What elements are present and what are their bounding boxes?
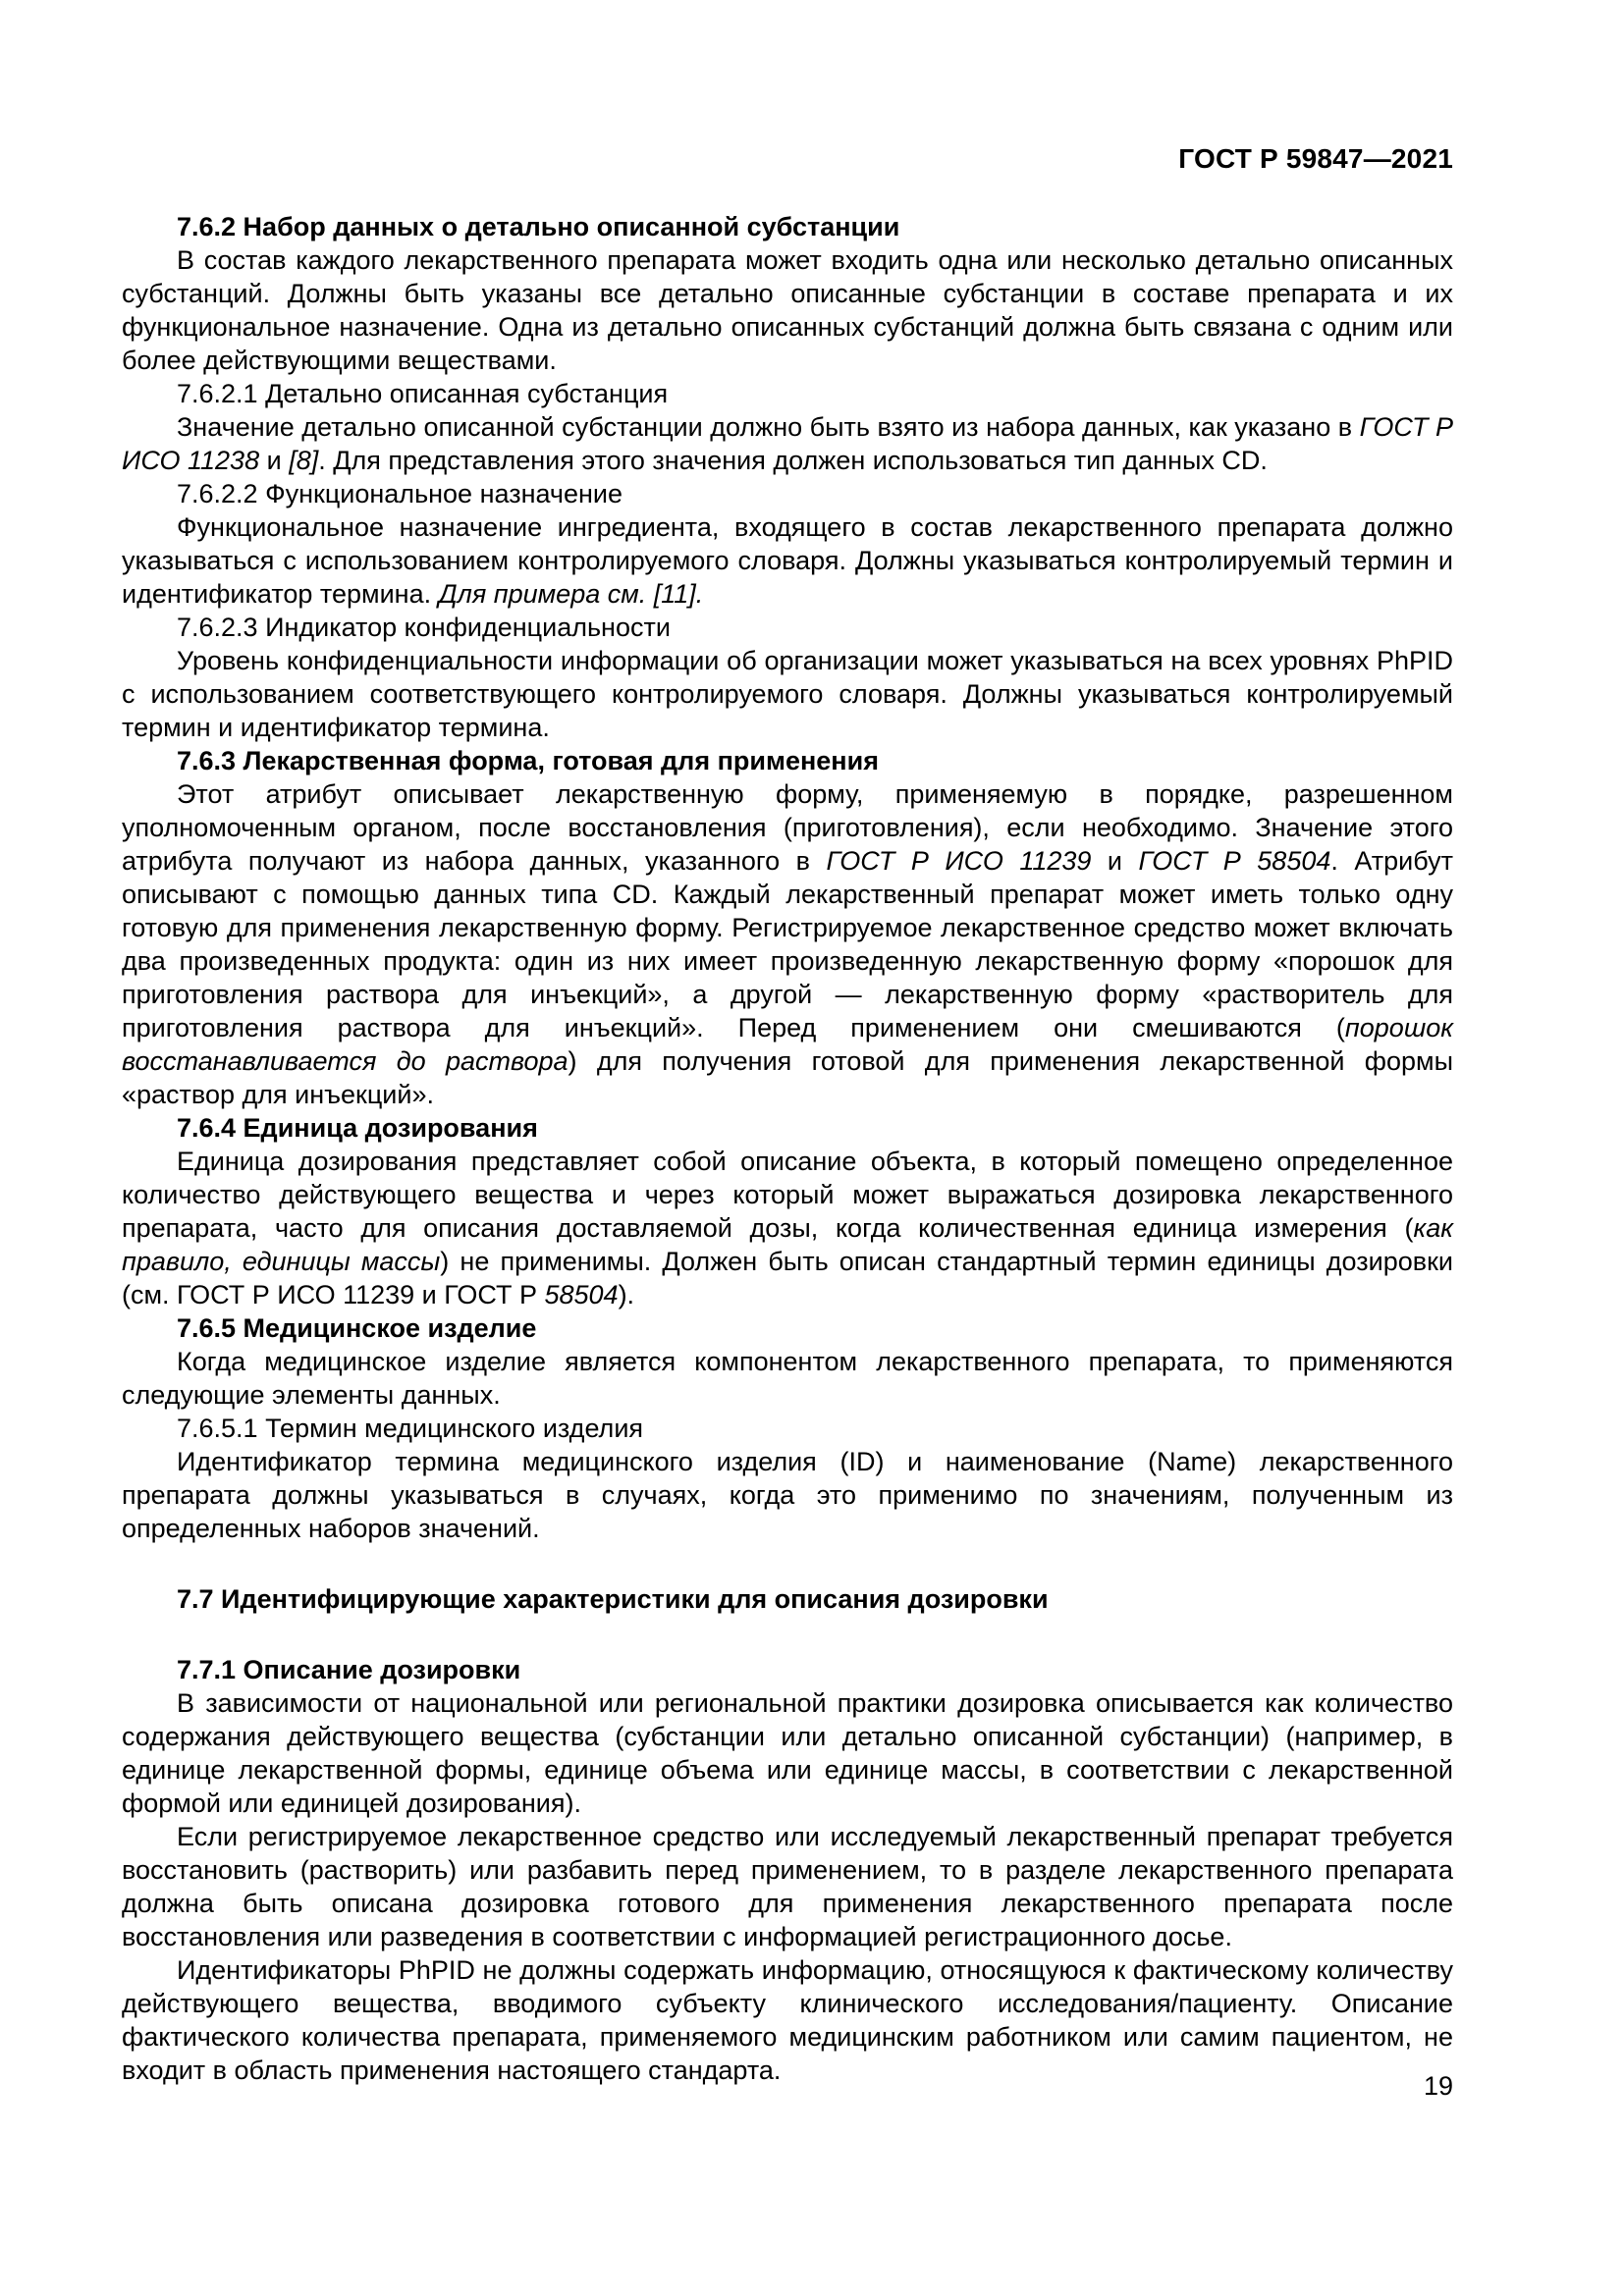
paragraph [122, 1820, 1453, 1953]
text-run: ГОСТ Р 58504 [1138, 846, 1331, 876]
text-run: Для примера см. [11]. [438, 579, 704, 609]
text-run: 7.6.5.1 Термин медицинского изделия [177, 1414, 644, 1443]
text-run: Уровень конфиденциальности информации об организации может указываться на всех уровнях PhPID с использованием соответствующего контролируемого словаря. Должны указываться контролируемый термин и идентификатор термина. [122, 646, 1453, 742]
text-run: и [259, 446, 290, 475]
text-run: ) для получения готовой для применения лекарственной формы «раствор для инъекций». [122, 1046, 1453, 1109]
text-run: Значение детально описанной субстанции должно быть взято из набора данных, как указано в [177, 412, 1360, 442]
text-run: 58504 [544, 1280, 619, 1309]
text-run: ГОСТ Р ИСО 11238 [122, 412, 1454, 475]
subsection-heading [122, 477, 1453, 510]
paragraph [122, 1445, 1453, 1545]
text-run: 7.7.1 Описание дозировки [177, 1655, 521, 1684]
text-run: порошок восстанавливается до раствора [122, 1013, 1453, 1076]
text-run: 7.7 Идентифицирующие характеристики для описания дозировки [177, 1584, 1049, 1614]
text-run: Идентификаторы PhPID не должны содержать информацию, относящуюся к фактическому количеству действующего вещества, вводимого субъекту клинического исследования/пациенту. Описание фактического количества препарата, применяемого медицинским работником или самим пациентом, не входит в область применения настоящего стандарта. [122, 1955, 1453, 2085]
text-run: 7.6.2.2 Функциональное назначение [177, 479, 623, 508]
subsection-heading [122, 377, 1453, 410]
paragraph [122, 644, 1453, 744]
text-run: ГОСТ Р ИСО 11239 [826, 846, 1092, 876]
text-run: Этот атрибут описывает лекарственную форму, применяемую в порядке, разрешенном уполномоченным органом, после восстановления (приготовления), если необходимо. Значение этого атрибута получают из набора данных, указанного в [122, 779, 1453, 876]
section-heading [122, 1111, 1453, 1145]
text-run: 7.6.4 Единица дозирования [177, 1113, 538, 1143]
text-run: 7.6.2 Набор данных о детально описанной субстанции [177, 212, 900, 241]
paragraph [122, 777, 1453, 1111]
section-heading [122, 1653, 1453, 1686]
subsection-heading [122, 1412, 1453, 1445]
text-run: В состав каждого лекарственного препарата может входить одна или несколько детально описанных субстанций. Должны быть указаны все детально описанные субстанции в составе препарата и их функциональное назначение. Одна из детально описанных субстанций должна быть связана с одним или более действующими веществами. [122, 245, 1453, 375]
text-run: 7.6.2.3 Индикатор конфиденциальности [177, 613, 671, 642]
paragraph [122, 1345, 1453, 1412]
section-heading [122, 744, 1453, 777]
text-run: ) не применимы. Должен быть описан стандартный термин единицы дозировки (см. ГОСТ Р ИСО 11239 и ГОСТ Р [122, 1247, 1453, 1309]
paragraph [122, 410, 1453, 477]
text-run: и [1091, 846, 1139, 876]
text-run: 7.6.2.1 Детально описанная субстанция [177, 379, 669, 408]
document-header: ГОСТ Р 59847—2021 [1178, 143, 1453, 174]
subsection-heading [122, 611, 1453, 644]
text-run: 7.6.5 Медицинское изделие [177, 1313, 537, 1343]
section-heading [122, 1582, 1453, 1616]
document-content [122, 210, 1453, 2087]
paragraph [122, 1953, 1453, 2087]
paragraph [122, 510, 1453, 611]
text-run: Единица дозирования представляет собой описание объекта, в который помещено определенное количество действующего вещества и через который может выражаться дозировка лекарственного препарата, часто для описания доставляемой дозы, когда количественная единица измерения ( [122, 1147, 1453, 1243]
text-run: В зависимости от национальной или региональной практики дозировка описывается как количество содержания действующего вещества (субстанции или детально описанной субстанции) (например, в единице лекарственной формы, единице объема или единице массы, в соответствии с лекарственной формой или единицей дозирования). [122, 1688, 1453, 1818]
text-run: . Для представления этого значения должен использоваться тип данных CD. [318, 446, 1268, 475]
text-run: ). [618, 1280, 635, 1309]
section-heading [122, 210, 1453, 243]
paragraph [122, 1686, 1453, 1820]
text-run: Когда медицинское изделие является компонентом лекарственного препарата, то применяются следующие элементы данных. [122, 1347, 1453, 1410]
text-run: [8] [289, 446, 319, 475]
text-run: 7.6.3 Лекарственная форма, готовая для применения [177, 746, 879, 775]
text-run: Если регистрируемое лекарственное средство или исследуемый лекарственный препарат требуется восстановить (растворить) или разбавить перед применением, то в разделе лекарственного препарата должна быть описана дозировка готового для применения лекарственного препарата после восстановления или разведения в соответствии с информацией регистрационного досье. [122, 1822, 1453, 1951]
text-run: как правило, единицы массы [122, 1213, 1453, 1276]
paragraph [122, 243, 1453, 377]
text-run: . Атрибут описывают с помощью данных типа CD. Каждый лекарственный препарат может иметь только одну готовую для применения лекарственную форму. Регистрируемое лекарственное средство может включать два произведенных продукта: один из них имеет произведенную лекарственную форму «порошок для приготовления раствора для инъекций», а другой — лекарственную форму «растворитель для приготовления раствора для инъекций». Перед применением они смешиваются ( [122, 846, 1453, 1042]
page-number: 19 [1423, 2071, 1453, 2101]
section-heading [122, 1311, 1453, 1345]
paragraph [122, 1145, 1453, 1311]
text-run: Функциональное назначение ингредиента, входящего в состав лекарственного препарата должно указываться с использованием контролируемого словаря. Должны указываться контролируемый термин и идентификатор термина. [122, 512, 1453, 609]
text-run: Идентификатор термина медицинского изделия (ID) и наименование (Name) лекарственного препарата должны указываться в случаях, когда это применимо по значениям, полученным из определенных наборов значений. [122, 1447, 1453, 1543]
